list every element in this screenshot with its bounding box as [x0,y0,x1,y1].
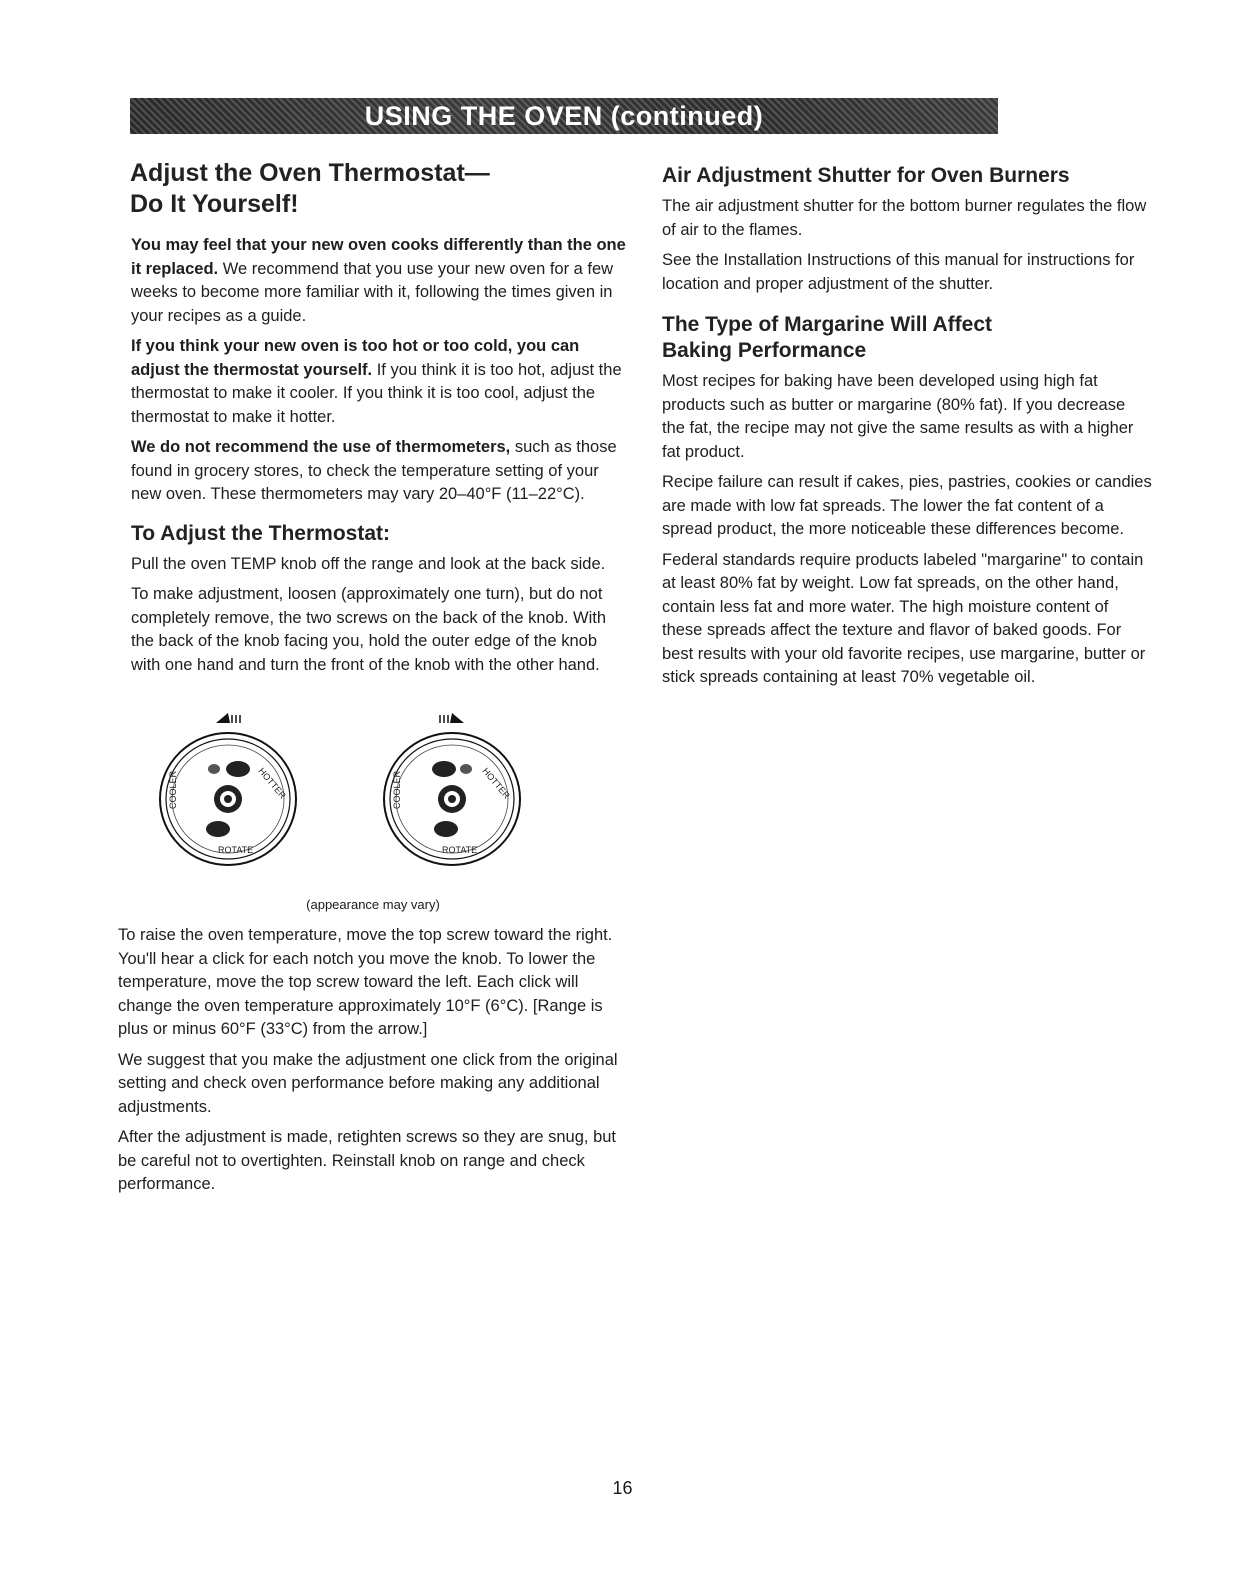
paragraph-6: To raise the oven temperature, move the top screw toward the right. You'll hear a click for each notch you move the knob. To lower the temperature, move the top screw toward the left. Each click will change the oven temperature approximately 10°F (6°C). [Range is plus or minus 60°F (33°C) from the arrow.] [118,926,613,1038]
right-paragraph-5: Federal standards require products labeled "margarine" to contain at least 80% fat by weight. Low fat spreads, on the other hand, contain less fat and more water. The high moisture content of these spreads affect the texture and flavor of baked goods. For best results with your old favorite recipes, use margarine, butter or stick spreads containing at least 70% vegetable oil. [662,550,1146,686]
paragraph-7: We suggest that you make the adjustment one click from the original setting and check oven performance before making any additional adjustments. [118,1050,618,1116]
left-column [118,158,628,1197]
adjust-thermostat-heading: To Adjust the Thermostat: [131,521,390,545]
paragraph-1: You may feel that your new oven cooks differently than the one it replaced. We recommend that you use your new oven for a few weeks to become more familiar with it, following the times given in your recipes as a guide. [131,236,626,325]
knob-diagrams [118,691,628,891]
right-column [662,163,1152,690]
knob-illustration [118,691,628,891]
right-paragraph-3: Most recipes for baking have been developed using high fat products such as butter or margarine (80% fat). If you decrease the fat, the recipe may not give the same results as with a higher fat product. [662,372,1134,461]
svg-text:COOLER: COOLER [168,770,178,809]
paragraph-3: We do not recommend the use of thermometers, such as those found in grocery stores, to check the temperature setting of your new oven. These thermometers may vary 20–40°F (11–22°C). [131,438,617,503]
svg-text:HOTTER: HOTTER [480,765,512,801]
svg-text:HOTTER: HOTTER [256,765,288,801]
figure-caption: (appearance may vary) [306,897,440,912]
svg-text:ROTATE: ROTATE [442,845,478,855]
svg-text:ROTATE: ROTATE [218,845,254,855]
right-paragraph-1: The air adjustment shutter for the bottom burner regulates the flow of air to the flames. [662,197,1147,239]
knob-right [384,713,520,865]
page-number: 16 [612,1478,633,1498]
paragraph-5: To make adjustment, loosen (approximately one turn), but do not completely remove, the two screws on the back of the knob. With the back of the knob facing you, hold the outer edge of the knob with one hand and turn the front of the knob with the other hand. [131,585,607,674]
paragraph-4: Pull the oven TEMP knob off the range and look at the back side. [131,554,606,573]
svg-text:COOLER: COOLER [392,770,402,809]
main-title [130,158,628,220]
margarine-heading: The Type of Margarine Will Affect Baking Performance [662,313,993,362]
paragraph-8: After the adjustment is made, retighten screws so they are snug, but be careful not to overtighten. Reinstall knob on range and check performance. [118,1128,617,1193]
right-paragraph-4: Recipe failure can result if cakes, pies, pastries, cookies or candies are made with low fat spreads. The lower the fat content of a spread product, the more noticeable these differences become. [662,473,1152,538]
title-line-1: Adjust the Oven Thermostat— [130,159,490,187]
right-paragraph-2: See the Installation Instructions of this manual for instructions for location and proper adjustment of the shutter. [662,251,1135,293]
air-shutter-heading: Air Adjustment Shutter for Oven Burners [662,164,1070,187]
section-banner [130,98,998,134]
knob-left [160,713,296,865]
paragraph-2: If you think your new oven is too hot or too cold, you can adjust the thermostat yourself. If you think it is too hot, adjust the thermostat to make it cooler. If you think it is too cool, adjust the thermostat to make it hotter. [131,337,622,426]
banner-title: USING THE OVEN (continued) [364,100,764,131]
title-line-2: Do It Yourself! [130,190,299,218]
